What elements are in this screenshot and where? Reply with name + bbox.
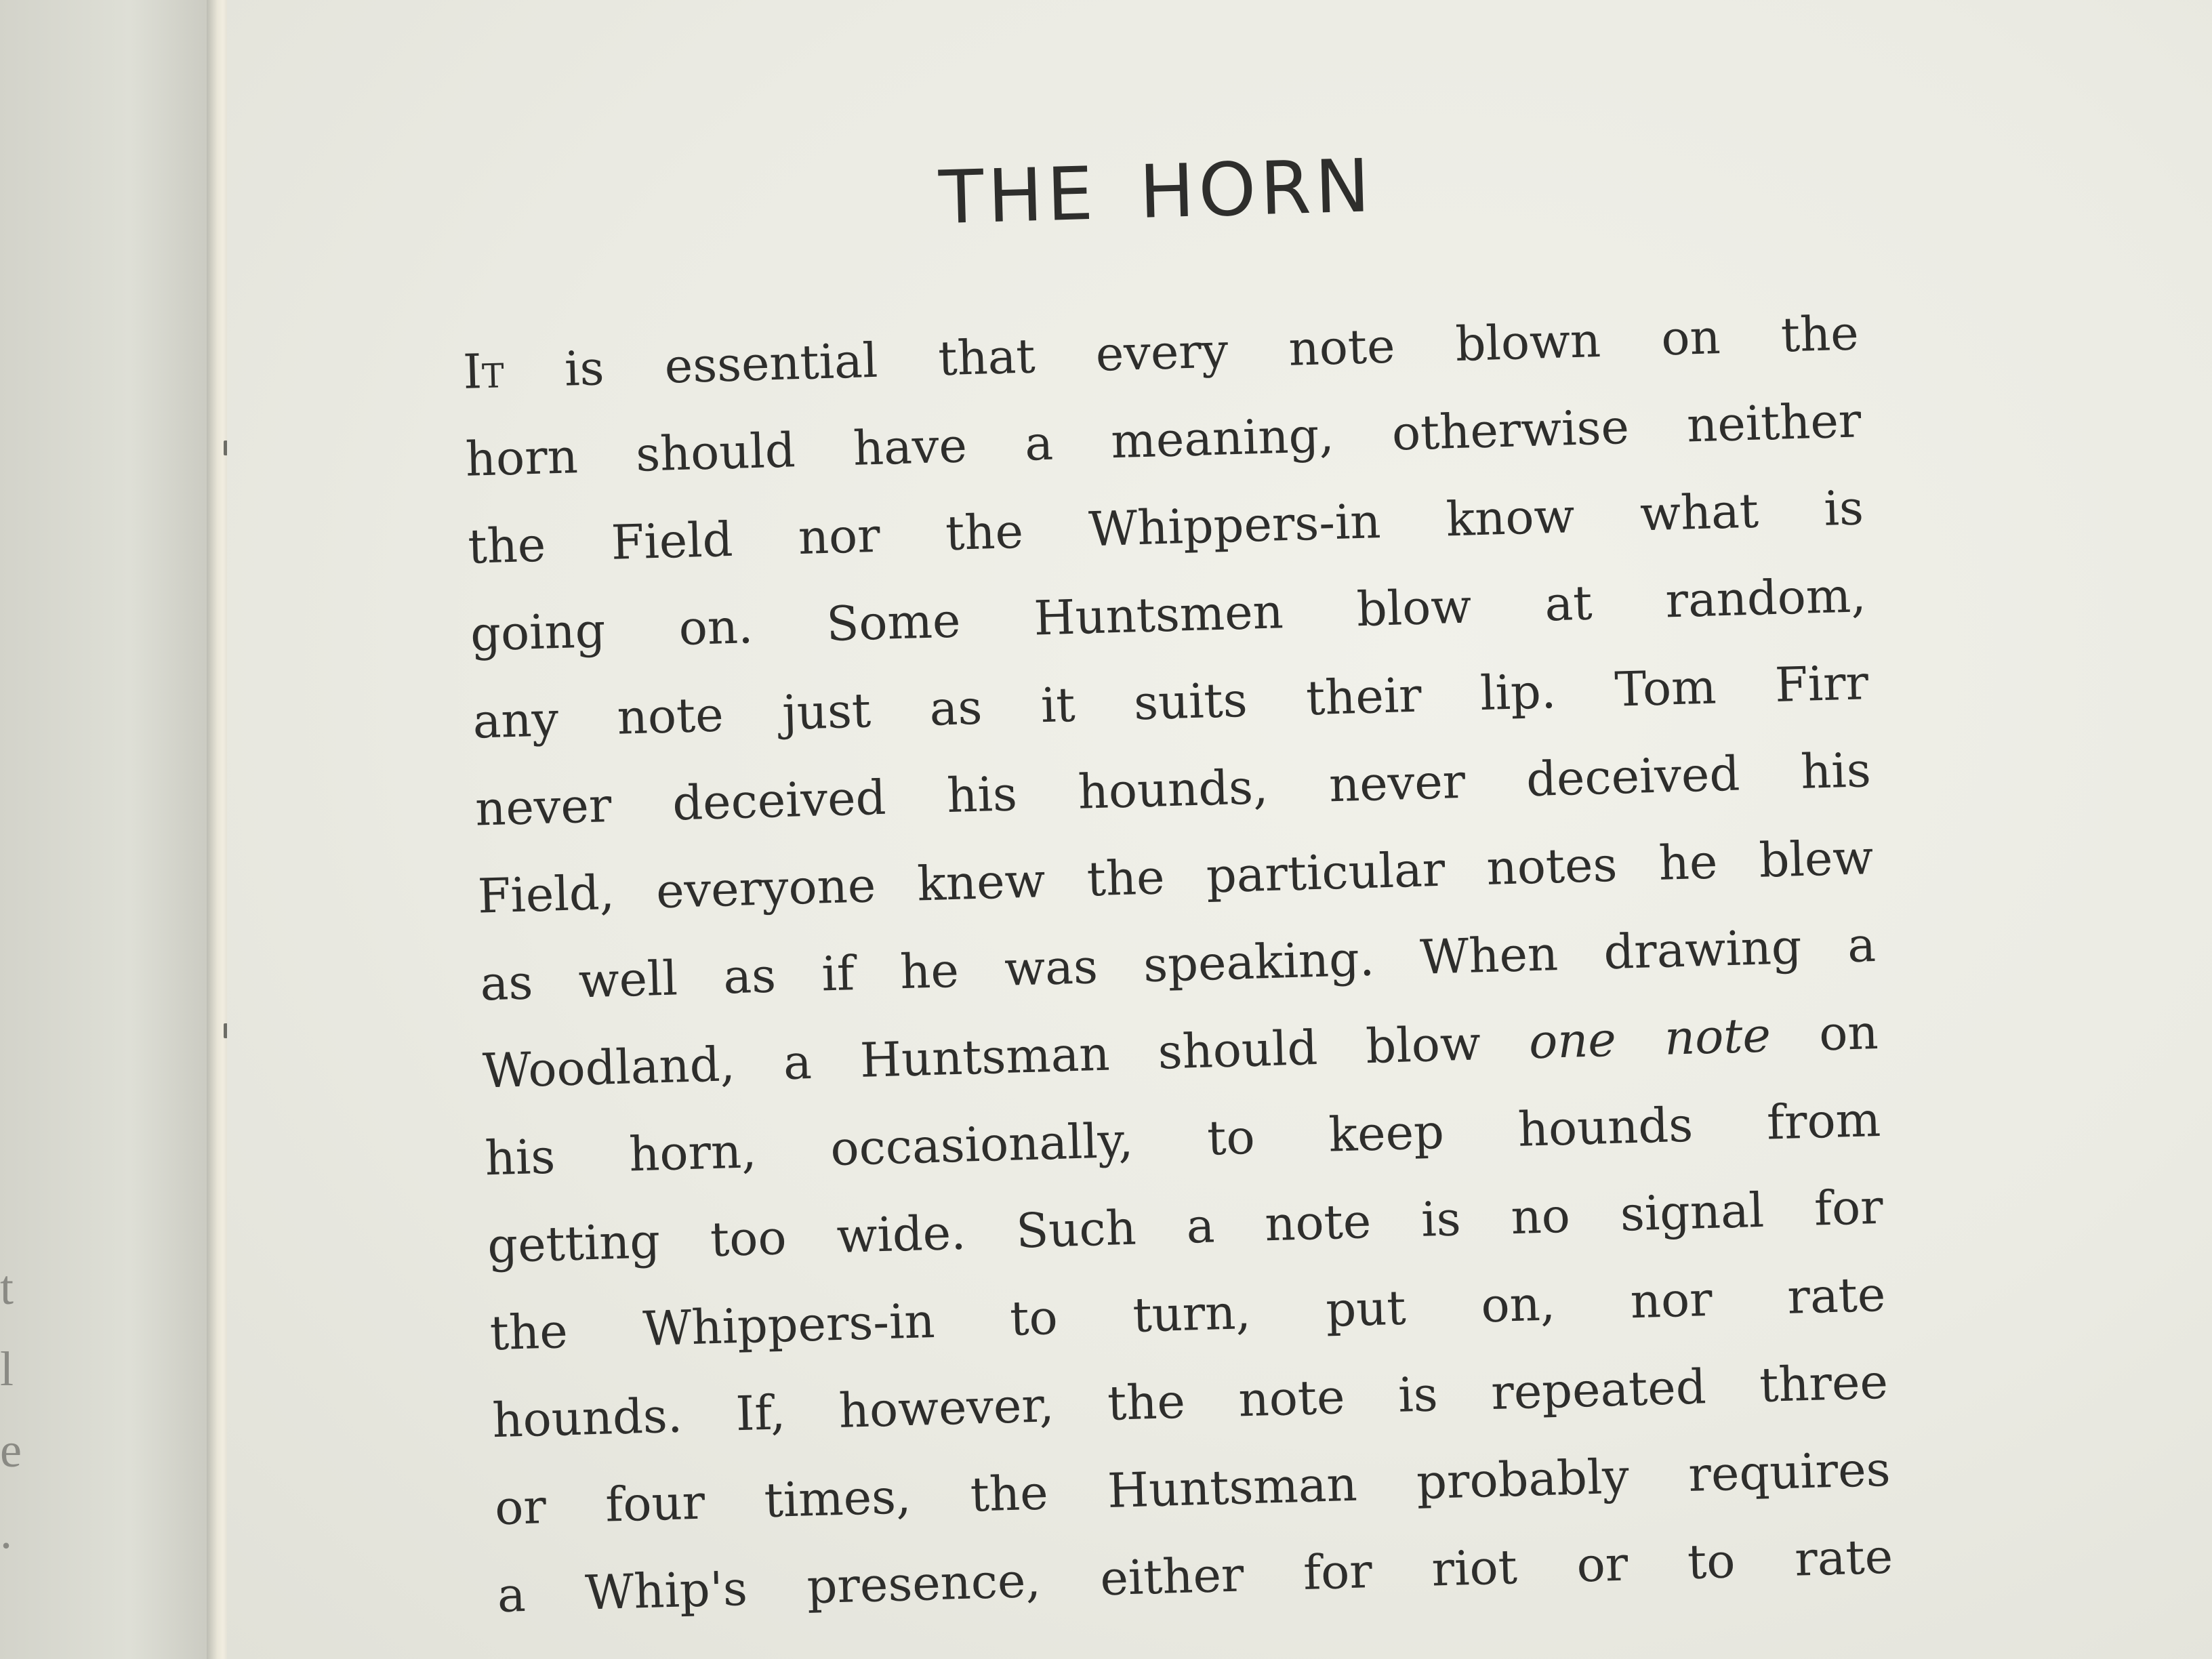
page-text-block xyxy=(457,130,1894,1639)
text-line: getting too wide. Such a note is no signal for xyxy=(487,1179,1884,1274)
text-line: the Field nor the Whippers-in know what is xyxy=(467,480,1864,575)
text-line: horn should have a meaning, otherwise neither xyxy=(464,392,1862,487)
text-line: never deceived his hounds, never deceived his xyxy=(474,742,1872,837)
left-facing-page xyxy=(0,0,217,1659)
text-line: hounds. If, however, the note is repeated three xyxy=(491,1353,1889,1449)
text-line: as well as if he was speaking. When drawing a xyxy=(479,917,1877,1012)
text-line: his horn, occasionally, to keep hounds from xyxy=(484,1091,1882,1187)
left-page-margin-text xyxy=(0,1247,27,1572)
left-margin-char: . xyxy=(0,1504,12,1559)
right-page xyxy=(227,0,2212,1659)
italic-phrase: one note xyxy=(1528,1007,1771,1070)
line-text: is essential that every note blown on the xyxy=(503,305,1860,399)
left-margin-char: t xyxy=(0,1261,14,1315)
text-line: any note just as it suits their lip. Tom Firr xyxy=(472,655,1870,750)
text-line: going on. Some Huntsmen blow at random, xyxy=(470,567,1867,662)
line-text: on xyxy=(1769,1004,1879,1063)
text-line: a Whip's presence, either for riot or to rate xyxy=(496,1528,1894,1624)
text-line: Field, everyone knew the particular notes he blew xyxy=(476,830,1875,924)
body-paragraph xyxy=(462,289,1894,1639)
left-margin-char: e xyxy=(0,1423,22,1477)
drop-word: It xyxy=(462,343,505,400)
chapter-heading: THE HORN xyxy=(937,144,1375,241)
text-line: the Whippers-in to turn, put on, nor rate xyxy=(489,1266,1887,1361)
left-margin-char: l xyxy=(0,1342,14,1396)
text-line: or four times, the Huntsman probably requires xyxy=(494,1441,1891,1536)
line-text: Woodland, a Huntsman should blow xyxy=(482,1014,1530,1099)
